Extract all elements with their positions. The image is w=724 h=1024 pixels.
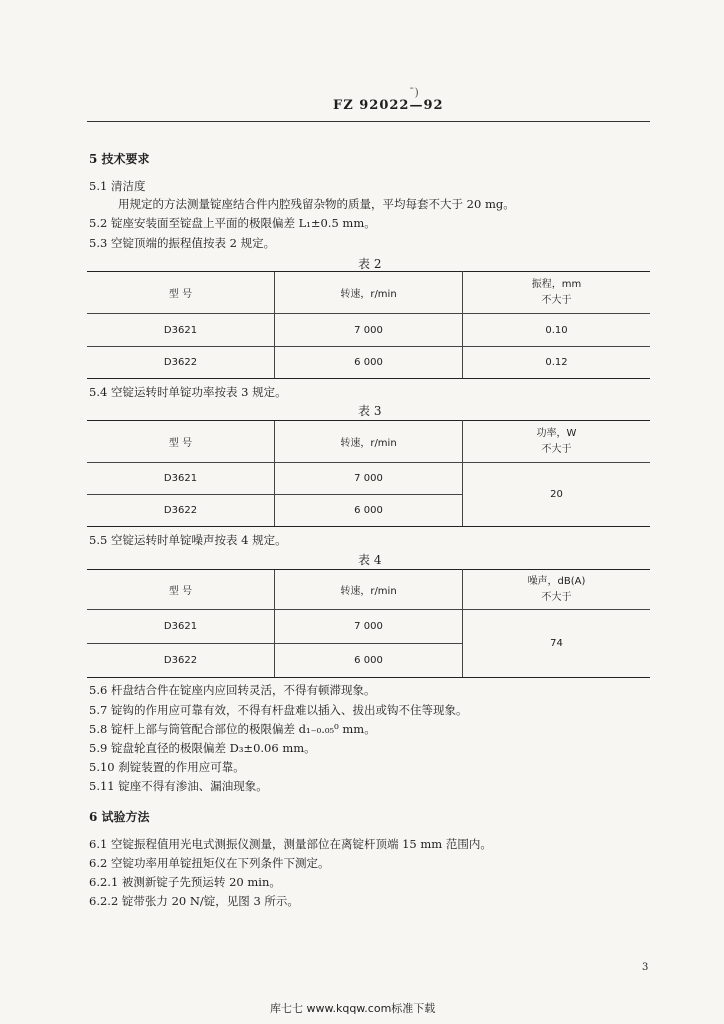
clause-5-10: 5.10 刹锭装置的作用应可靠。 bbox=[89, 760, 245, 774]
value-header-label: 噪声，dB(A) bbox=[527, 575, 586, 587]
table-header-row bbox=[87, 570, 650, 610]
clause-5-1: 5.1 清洁度 bbox=[89, 179, 146, 193]
speed-cell: 7 000 bbox=[275, 463, 463, 495]
clause-5-5: 5.5 空锭运转时单锭噪声按表 4 规定。 bbox=[89, 533, 287, 547]
table-row bbox=[87, 610, 650, 644]
speed-cell: 7 000 bbox=[275, 610, 463, 644]
clause-5-7: 5.7 锭钩的作用应可靠有效，不得有杆盘难以插入、拔出或钩不住等现象。 bbox=[89, 703, 468, 717]
col-value-header bbox=[463, 421, 651, 463]
table-header-row bbox=[87, 272, 650, 314]
speed-cell: 6 000 bbox=[275, 644, 463, 678]
col-value-header bbox=[463, 272, 651, 314]
model-cell: D3621 bbox=[87, 610, 275, 644]
col-model-header: 型 号 bbox=[87, 272, 275, 314]
clause-5-9: 5.9 锭盘轮直径的极限偏差 D₃±0.06 mm。 bbox=[89, 741, 316, 755]
clause-6-1: 6.1 空锭振程值用光电式测振仪测量，测量部位在离锭杆顶端 15 mm 范围内。 bbox=[89, 837, 492, 851]
model-cell: D3622 bbox=[87, 644, 275, 678]
table-2 bbox=[87, 271, 650, 379]
clause-5-1-body: 用规定的方法测量锭座结合件内腔残留杂物的质量，平均每套不大于 20 mg。 bbox=[118, 197, 515, 211]
clause-5-11: 5.11 锭座不得有渗油、漏油现象。 bbox=[89, 779, 268, 793]
value-cell-merged: 74 bbox=[463, 610, 651, 678]
value-cell-merged: 20 bbox=[463, 463, 651, 527]
speed-cell: 6 000 bbox=[275, 347, 463, 379]
footer-source-link[interactable]: 库七七 www.kqqw.com标准下载 bbox=[270, 1002, 436, 1015]
clause-6-2-1: 6.2.1 被测新锭子先预运转 20 min。 bbox=[89, 875, 281, 889]
table-4-caption: 表 4 bbox=[358, 553, 382, 567]
value-cell: 0.10 bbox=[463, 314, 651, 347]
header-rule bbox=[87, 121, 650, 122]
page-number: 3 bbox=[642, 962, 649, 973]
table-row bbox=[87, 314, 650, 347]
clause-5-8: 5.8 锭杆上部与筒管配合部位的极限偏差 d₁₋₀.₀₅⁰ mm。 bbox=[89, 722, 376, 736]
standard-code: FZ 92022—92 bbox=[333, 98, 444, 113]
clause-5-4: 5.4 空锭运转时单锭功率按表 3 规定。 bbox=[89, 385, 287, 399]
table-4 bbox=[87, 569, 650, 678]
speed-cell: 6 000 bbox=[275, 495, 463, 527]
clause-6-2-2: 6.2.2 锭带张力 20 N/锭，见图 3 所示。 bbox=[89, 894, 299, 908]
value-header-limit: 不大于 bbox=[541, 591, 572, 603]
speed-cell: 7 000 bbox=[275, 314, 463, 347]
col-model-header: 型 号 bbox=[87, 570, 275, 610]
model-cell: D3622 bbox=[87, 495, 275, 527]
clause-5-3: 5.3 空锭顶端的振程值按表 2 规定。 bbox=[89, 236, 276, 250]
col-speed-header: 转速，r/min bbox=[275, 570, 463, 610]
col-value-header bbox=[463, 570, 651, 610]
value-header-limit: 不大于 bbox=[541, 294, 572, 306]
section-6-title: 6 试验方法 bbox=[89, 810, 150, 824]
table-header-row bbox=[87, 421, 650, 463]
col-speed-header: 转速，r/min bbox=[275, 421, 463, 463]
value-header-label: 功率，W bbox=[536, 427, 577, 439]
clause-6-2: 6.2 空锭功率用单锭扭矩仪在下列条件下测定。 bbox=[89, 856, 330, 870]
table-2-caption: 表 2 bbox=[358, 257, 382, 271]
col-model-header: 型 号 bbox=[87, 421, 275, 463]
table-row bbox=[87, 463, 650, 495]
model-cell: D3621 bbox=[87, 314, 275, 347]
value-cell: 0.12 bbox=[463, 347, 651, 379]
value-header-limit: 不大于 bbox=[541, 443, 572, 455]
col-speed-header: 转速，r/min bbox=[275, 272, 463, 314]
model-cell: D3621 bbox=[87, 463, 275, 495]
clause-5-6: 5.6 杆盘结合件在锭座内应回转灵活，不得有顿滞现象。 bbox=[89, 683, 376, 697]
value-header-label: 振程，mm bbox=[531, 278, 582, 290]
table-3-caption: 表 3 bbox=[358, 404, 382, 418]
clause-5-2: 5.2 锭座安装面至锭盘上平面的极限偏差 L₁±0.5 mm。 bbox=[89, 216, 376, 230]
table-row bbox=[87, 347, 650, 379]
section-5-title: 5 技术要求 bbox=[89, 152, 150, 166]
header-pen-mark: ˉ) bbox=[409, 86, 419, 99]
table-3 bbox=[87, 420, 650, 527]
model-cell: D3622 bbox=[87, 347, 275, 379]
